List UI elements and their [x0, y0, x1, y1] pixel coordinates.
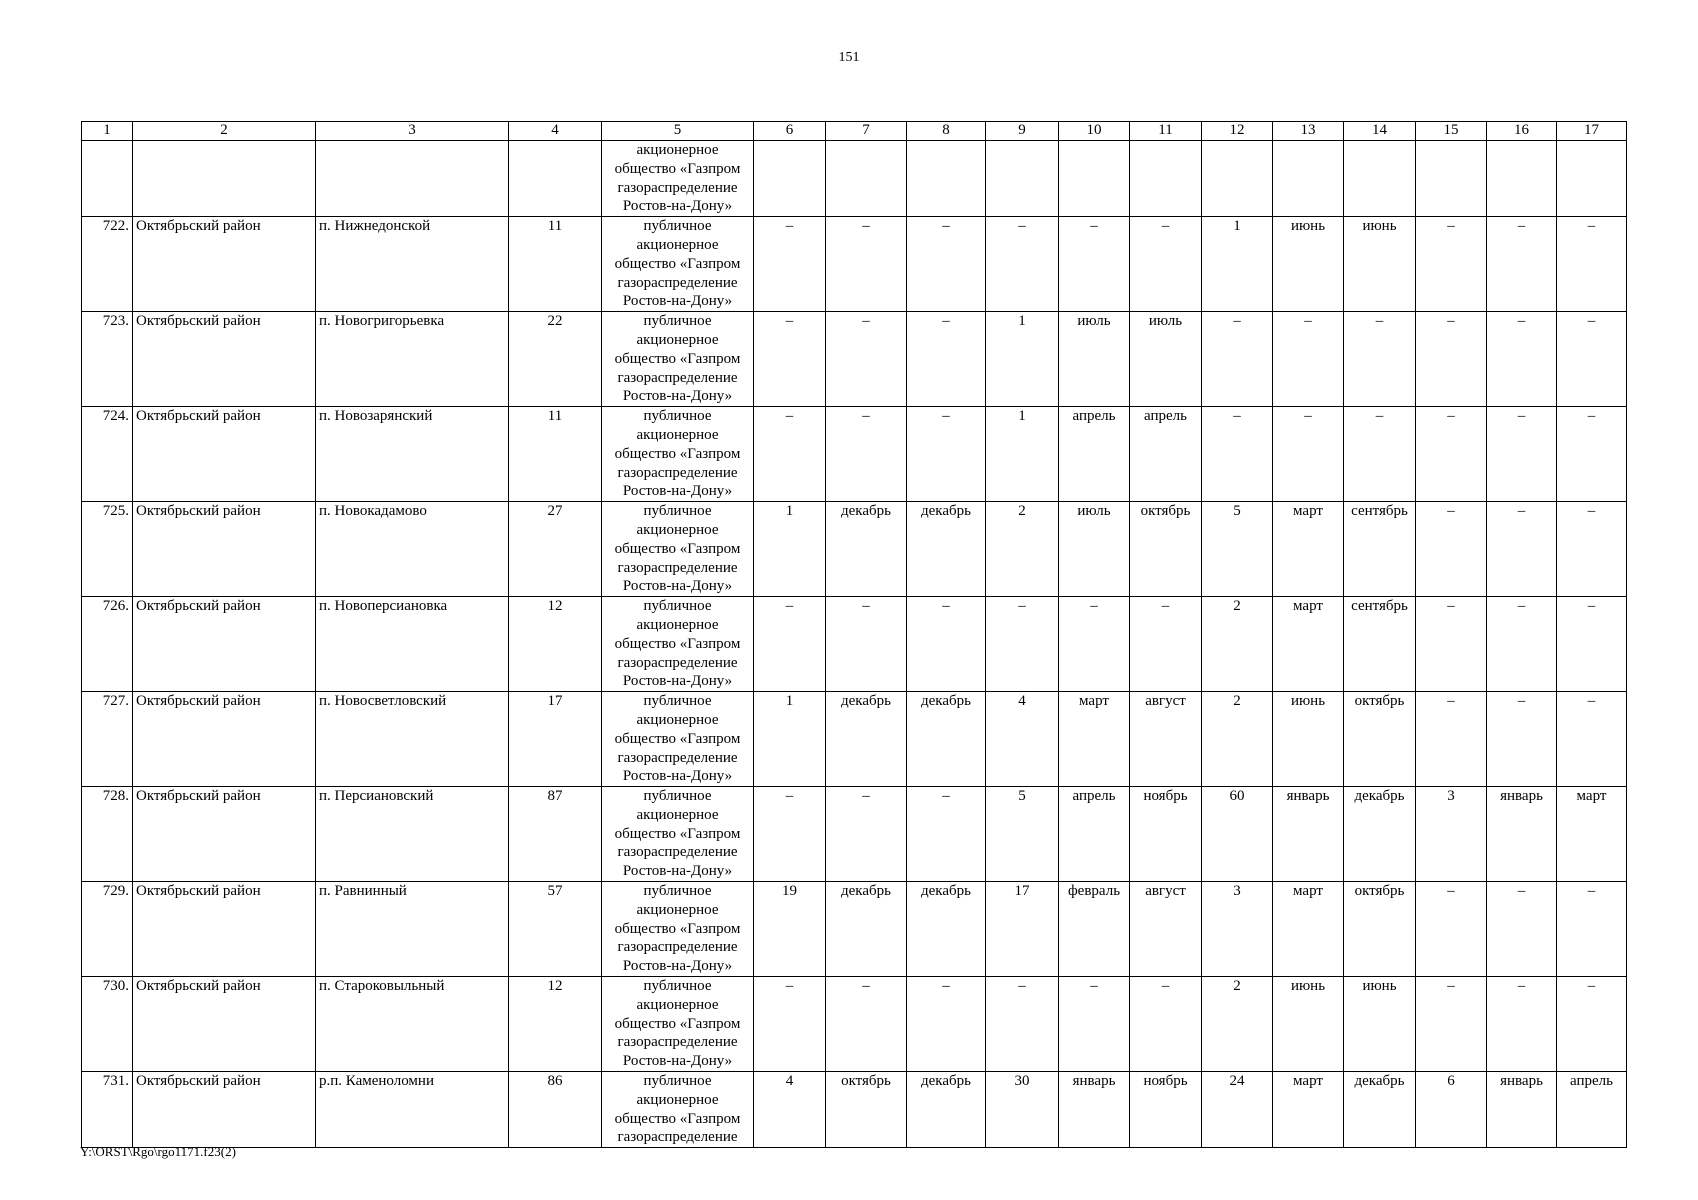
table-row	[82, 692, 1627, 787]
col-12-value: 3	[1202, 882, 1273, 977]
data-table	[81, 121, 1627, 1148]
cell-empty	[82, 141, 133, 217]
col-4-value: 87	[509, 787, 602, 882]
col-4-value: 17	[509, 692, 602, 787]
org-line: Ростов-на-Дону»	[622, 578, 733, 595]
col-13-value: март	[1273, 502, 1344, 597]
col-8-value: декабрь	[907, 882, 986, 977]
header-cell-15: 15	[1416, 122, 1487, 141]
header-cell-10: 10	[1059, 122, 1130, 141]
col-4-value: 57	[509, 882, 602, 977]
col-9-value: 30	[986, 1072, 1059, 1148]
col-9-value: –	[986, 217, 1059, 312]
col-6-value: 4	[754, 1072, 826, 1148]
col-6-value: 1	[754, 692, 826, 787]
col-11-value: ноябрь	[1130, 1072, 1202, 1148]
col-17-value: –	[1557, 692, 1627, 787]
settlement-name: п. Новогригорьевка	[316, 312, 509, 407]
org-line: Ростов-на-Дону»	[622, 863, 733, 880]
table-row	[82, 1072, 1627, 1148]
header-cell-5: 5	[602, 122, 754, 141]
org-line: публичное	[643, 788, 712, 805]
col-13-value: июнь	[1273, 977, 1344, 1072]
col-9-value: 2	[986, 502, 1059, 597]
col-9-value: 5	[986, 787, 1059, 882]
col-6-value: –	[754, 217, 826, 312]
col-7-value: –	[826, 407, 907, 502]
table-row	[82, 407, 1627, 502]
table-row	[82, 217, 1627, 312]
col-16-value: –	[1487, 502, 1557, 597]
org-line: акционерное	[636, 236, 719, 253]
table-row	[82, 787, 1627, 882]
org-line: газораспределение	[617, 1129, 738, 1146]
col-4-value: 86	[509, 1072, 602, 1148]
col-14-value: июнь	[1344, 977, 1416, 1072]
col-10-value: апрель	[1059, 787, 1130, 882]
col-13-value: март	[1273, 882, 1344, 977]
col-12-value: 2	[1202, 692, 1273, 787]
cell-empty	[1273, 141, 1344, 217]
col-15-value: –	[1416, 217, 1487, 312]
org-line: газораспределение	[617, 179, 738, 196]
cell-empty	[133, 141, 316, 217]
org-line: публичное	[643, 978, 712, 995]
col-15-value: –	[1416, 882, 1487, 977]
col-4-value: 11	[509, 217, 602, 312]
district-name: Октябрьский район	[133, 217, 316, 312]
org-line: газораспределение	[617, 464, 738, 481]
col-16-value: –	[1487, 312, 1557, 407]
district-name: Октябрьский район	[133, 787, 316, 882]
col-11-value: –	[1130, 217, 1202, 312]
org-line: публичное	[643, 408, 712, 425]
cell-empty	[986, 141, 1059, 217]
col-6-value: –	[754, 407, 826, 502]
col-4-value: 12	[509, 597, 602, 692]
col-11-value: август	[1130, 882, 1202, 977]
org-line: газораспределение	[617, 274, 738, 291]
org-line: общество «Газпром	[614, 920, 741, 937]
cell-empty	[754, 141, 826, 217]
org-line: акционерное	[636, 521, 719, 538]
header-cell-2: 2	[133, 122, 316, 141]
district-name: Октябрьский район	[133, 692, 316, 787]
col-14-value: декабрь	[1344, 787, 1416, 882]
org-cell	[602, 597, 754, 692]
col-15-value: 6	[1416, 1072, 1487, 1148]
cell-empty	[907, 141, 986, 217]
col-8-value: декабрь	[907, 502, 986, 597]
header-cell-7: 7	[826, 122, 907, 141]
col-4-value: 11	[509, 407, 602, 502]
table-row	[82, 977, 1627, 1072]
org-line: общество «Газпром	[614, 540, 741, 557]
col-16-value: –	[1487, 597, 1557, 692]
col-11-value: июль	[1130, 312, 1202, 407]
org-cell	[602, 1072, 754, 1148]
col-11-value: август	[1130, 692, 1202, 787]
col-14-value: июнь	[1344, 217, 1416, 312]
col-4-value: 27	[509, 502, 602, 597]
org-cell	[602, 977, 754, 1072]
header-cell-4: 4	[509, 122, 602, 141]
org-line: публичное	[643, 883, 712, 900]
settlement-name: п. Новокадамово	[316, 502, 509, 597]
cell-empty	[1416, 141, 1487, 217]
col-10-value: –	[1059, 977, 1130, 1072]
org-cell	[602, 312, 754, 407]
org-cell	[602, 407, 754, 502]
row-number: 728.	[82, 787, 133, 882]
row-number: 729.	[82, 882, 133, 977]
org-line: Ростов-на-Дону»	[622, 768, 733, 785]
header-cell-3: 3	[316, 122, 509, 141]
col-15-value: –	[1416, 597, 1487, 692]
col-7-value: декабрь	[826, 502, 907, 597]
settlement-name: п. Староковыльный	[316, 977, 509, 1072]
col-12-value: 1	[1202, 217, 1273, 312]
col-13-value: –	[1273, 407, 1344, 502]
org-line: акционерное	[636, 426, 719, 443]
col-17-value: –	[1557, 597, 1627, 692]
col-16-value: –	[1487, 882, 1557, 977]
col-9-value: –	[986, 977, 1059, 1072]
col-8-value: –	[907, 977, 986, 1072]
org-line: акционерное	[636, 1091, 719, 1108]
col-7-value: –	[826, 217, 907, 312]
col-8-value: –	[907, 597, 986, 692]
org-line: акционерное	[636, 711, 719, 728]
header-cell-13: 13	[1273, 122, 1344, 141]
col-4-value: 12	[509, 977, 602, 1072]
header-cell-1: 1	[82, 122, 133, 141]
col-12-value: 5	[1202, 502, 1273, 597]
org-line: акционерное	[636, 901, 719, 918]
col-15-value: –	[1416, 977, 1487, 1072]
page-number: 151	[838, 50, 860, 65]
org-line: публичное	[643, 1073, 712, 1090]
org-line: общество «Газпром	[614, 635, 741, 652]
col-10-value: март	[1059, 692, 1130, 787]
col-9-value: 4	[986, 692, 1059, 787]
col-7-value: октябрь	[826, 1072, 907, 1148]
org-cell	[602, 882, 754, 977]
org-line: акционерное	[636, 806, 719, 823]
col-8-value: –	[907, 407, 986, 502]
settlement-name: п. Равнинный	[316, 882, 509, 977]
col-15-value: –	[1416, 312, 1487, 407]
org-line: газораспределение	[617, 749, 738, 766]
header-cell-12: 12	[1202, 122, 1273, 141]
org-cell	[602, 502, 754, 597]
org-line: общество «Газпром	[614, 160, 741, 177]
col-17-value: –	[1557, 502, 1627, 597]
col-8-value: –	[907, 217, 986, 312]
col-10-value: апрель	[1059, 407, 1130, 502]
district-name: Октябрьский район	[133, 1072, 316, 1148]
col-7-value: –	[826, 597, 907, 692]
org-line: общество «Газпром	[614, 1110, 741, 1127]
col-16-value: –	[1487, 692, 1557, 787]
header-cell-16: 16	[1487, 122, 1557, 141]
col-6-value: –	[754, 787, 826, 882]
org-line: Ростов-на-Дону»	[622, 483, 733, 500]
col-6-value: 1	[754, 502, 826, 597]
org-line: газораспределение	[617, 844, 738, 861]
col-17-value: –	[1557, 407, 1627, 502]
col-7-value: декабрь	[826, 882, 907, 977]
col-14-value: сентябрь	[1344, 597, 1416, 692]
col-12-value: 24	[1202, 1072, 1273, 1148]
org-line: газораспределение	[617, 1034, 738, 1051]
table-row	[82, 597, 1627, 692]
col-15-value: 3	[1416, 787, 1487, 882]
org-cell	[602, 787, 754, 882]
row-number: 724.	[82, 407, 133, 502]
row-number: 731.	[82, 1072, 133, 1148]
col-7-value: –	[826, 787, 907, 882]
col-4-value: 22	[509, 312, 602, 407]
org-line: Ростов-на-Дону»	[622, 673, 733, 690]
org-line: общество «Газпром	[614, 350, 741, 367]
col-12-value: 2	[1202, 977, 1273, 1072]
district-name: Октябрьский район	[133, 502, 316, 597]
col-15-value: –	[1416, 407, 1487, 502]
col-11-value: –	[1130, 597, 1202, 692]
row-number: 723.	[82, 312, 133, 407]
cell-empty	[1344, 141, 1416, 217]
col-17-value: –	[1557, 217, 1627, 312]
col-10-value: июль	[1059, 502, 1130, 597]
cell-empty	[1130, 141, 1202, 217]
col-12-value: –	[1202, 407, 1273, 502]
org-line: общество «Газпром	[614, 445, 741, 462]
col-8-value: –	[907, 312, 986, 407]
col-6-value: 19	[754, 882, 826, 977]
org-line: Ростов-на-Дону»	[622, 388, 733, 405]
col-16-value: –	[1487, 217, 1557, 312]
col-14-value: октябрь	[1344, 692, 1416, 787]
org-line: газораспределение	[617, 939, 738, 956]
col-7-value: –	[826, 977, 907, 1072]
col-16-value: январь	[1487, 1072, 1557, 1148]
col-14-value: –	[1344, 407, 1416, 502]
row-number: 730.	[82, 977, 133, 1072]
col-16-value: –	[1487, 407, 1557, 502]
org-cell	[602, 692, 754, 787]
header-cell-11: 11	[1130, 122, 1202, 141]
settlement-name: п. Нижнедонской	[316, 217, 509, 312]
col-17-value: март	[1557, 787, 1627, 882]
org-line: публичное	[643, 598, 712, 615]
col-6-value: –	[754, 977, 826, 1072]
table-row	[82, 502, 1627, 597]
col-10-value: –	[1059, 217, 1130, 312]
org-line: газораспределение	[617, 654, 738, 671]
col-9-value: 1	[986, 312, 1059, 407]
org-line: общество «Газпром	[614, 255, 741, 272]
cell-empty	[1202, 141, 1273, 217]
row-number: 727.	[82, 692, 133, 787]
col-9-value: 1	[986, 407, 1059, 502]
col-13-value: июнь	[1273, 217, 1344, 312]
col-12-value: –	[1202, 312, 1273, 407]
org-line: общество «Газпром	[614, 1015, 741, 1032]
row-number: 725.	[82, 502, 133, 597]
org-cell	[602, 141, 754, 217]
district-name: Октябрьский район	[133, 407, 316, 502]
cell-empty	[1059, 141, 1130, 217]
col-8-value: –	[907, 787, 986, 882]
org-cell	[602, 217, 754, 312]
settlement-name: п. Персиановский	[316, 787, 509, 882]
col-13-value: январь	[1273, 787, 1344, 882]
col-13-value: июнь	[1273, 692, 1344, 787]
col-6-value: –	[754, 597, 826, 692]
col-13-value: март	[1273, 597, 1344, 692]
col-14-value: декабрь	[1344, 1072, 1416, 1148]
col-16-value: –	[1487, 977, 1557, 1072]
header-row	[82, 122, 1627, 141]
row-number: 726.	[82, 597, 133, 692]
col-9-value: –	[986, 597, 1059, 692]
district-name: Октябрьский район	[133, 977, 316, 1072]
col-10-value: июль	[1059, 312, 1130, 407]
org-line: Ростов-на-Дону»	[622, 293, 733, 310]
col-10-value: –	[1059, 597, 1130, 692]
header-cell-14: 14	[1344, 122, 1416, 141]
col-12-value: 60	[1202, 787, 1273, 882]
col-7-value: декабрь	[826, 692, 907, 787]
col-9-value: 17	[986, 882, 1059, 977]
col-11-value: октябрь	[1130, 502, 1202, 597]
col-14-value: –	[1344, 312, 1416, 407]
org-line: публичное	[643, 693, 712, 710]
header-cell-17: 17	[1557, 122, 1627, 141]
settlement-name: р.п. Каменоломни	[316, 1072, 509, 1148]
footer-file-path: Y:\ORST\Rgo\rgo1171.f23(2)	[80, 1144, 236, 1159]
district-name: Октябрьский район	[133, 882, 316, 977]
col-7-value: –	[826, 312, 907, 407]
org-line: акционерное	[636, 996, 719, 1013]
col-17-value: –	[1557, 882, 1627, 977]
col-14-value: сентябрь	[1344, 502, 1416, 597]
col-11-value: апрель	[1130, 407, 1202, 502]
org-line: акционерное	[636, 616, 719, 633]
org-line: газораспределение	[617, 559, 738, 576]
table-row	[82, 312, 1627, 407]
col-15-value: –	[1416, 502, 1487, 597]
cell-empty	[1557, 141, 1627, 217]
row-number: 722.	[82, 217, 133, 312]
org-line: Ростов-на-Дону»	[622, 198, 733, 215]
org-line: публичное	[643, 313, 712, 330]
org-line: акционерное	[636, 142, 719, 158]
col-12-value: 2	[1202, 597, 1273, 692]
org-line: общество «Газпром	[614, 825, 741, 842]
cell-empty	[826, 141, 907, 217]
col-17-value: –	[1557, 977, 1627, 1072]
org-line: публичное	[643, 503, 712, 520]
header-cell-6: 6	[754, 122, 826, 141]
cell-empty	[509, 141, 602, 217]
continuation-row	[82, 141, 1627, 217]
org-line: Ростов-на-Дону»	[622, 958, 733, 975]
settlement-name: п. Новозарянский	[316, 407, 509, 502]
header-cell-8: 8	[907, 122, 986, 141]
settlement-name: п. Новосветловский	[316, 692, 509, 787]
col-15-value: –	[1416, 692, 1487, 787]
col-8-value: декабрь	[907, 1072, 986, 1148]
col-17-value: –	[1557, 312, 1627, 407]
org-line: газораспределение	[617, 369, 738, 386]
col-11-value: –	[1130, 977, 1202, 1072]
col-13-value: март	[1273, 1072, 1344, 1148]
col-14-value: октябрь	[1344, 882, 1416, 977]
col-8-value: декабрь	[907, 692, 986, 787]
col-10-value: январь	[1059, 1072, 1130, 1148]
district-name: Октябрьский район	[133, 597, 316, 692]
col-6-value: –	[754, 312, 826, 407]
header-cell-9: 9	[986, 122, 1059, 141]
org-line: Ростов-на-Дону»	[622, 1053, 733, 1070]
cell-empty	[1487, 141, 1557, 217]
col-10-value: февраль	[1059, 882, 1130, 977]
cell-empty	[316, 141, 509, 217]
settlement-name: п. Новоперсиановка	[316, 597, 509, 692]
table-row	[82, 882, 1627, 977]
org-line: акционерное	[636, 331, 719, 348]
col-11-value: ноябрь	[1130, 787, 1202, 882]
org-line: публичное	[643, 218, 712, 235]
col-16-value: январь	[1487, 787, 1557, 882]
org-line: общество «Газпром	[614, 730, 741, 747]
col-17-value: апрель	[1557, 1072, 1627, 1148]
district-name: Октябрьский район	[133, 312, 316, 407]
col-13-value: –	[1273, 312, 1344, 407]
